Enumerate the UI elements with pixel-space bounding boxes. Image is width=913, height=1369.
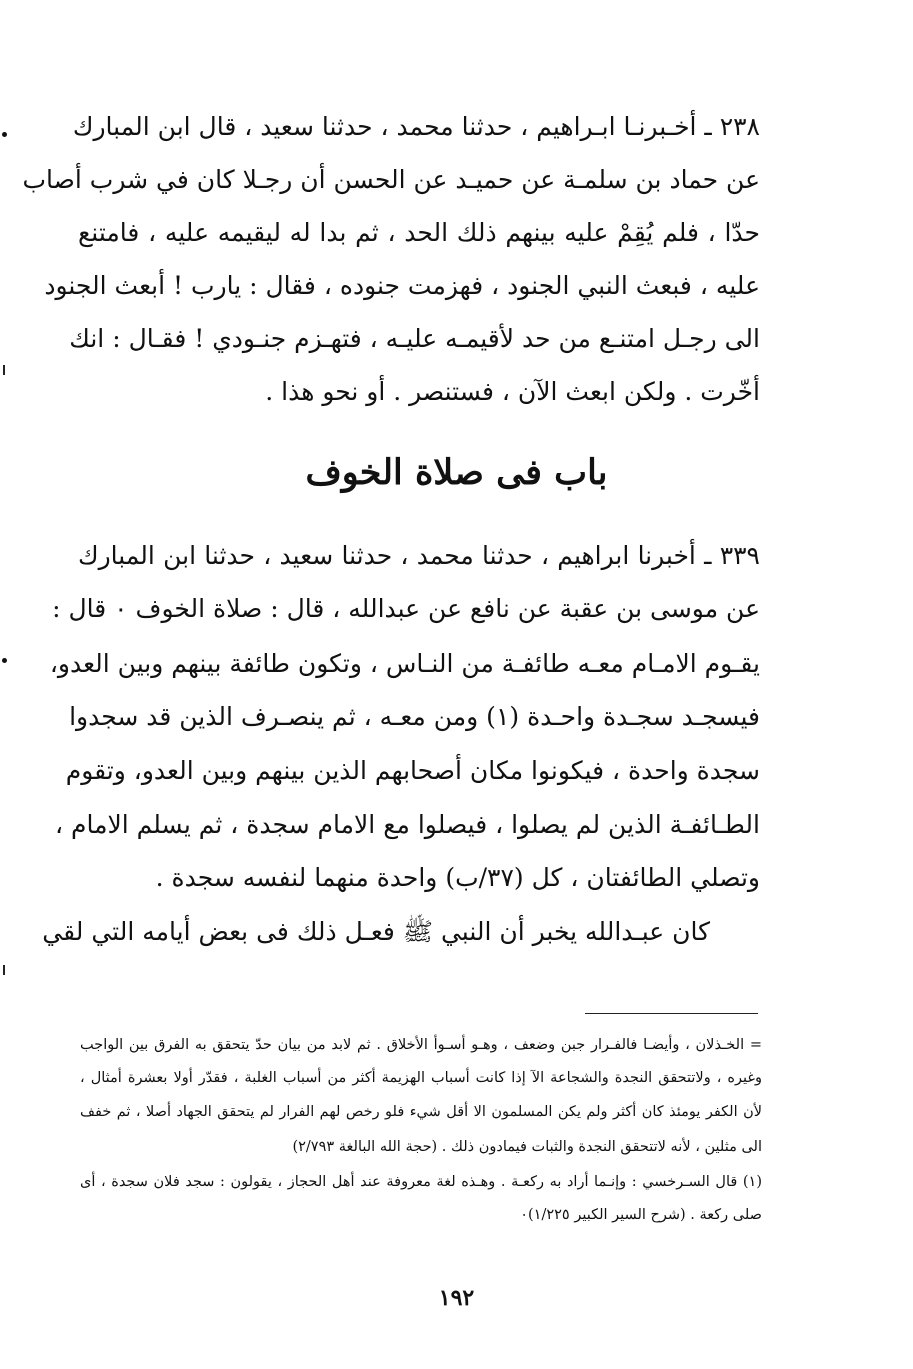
scan-mark	[3, 965, 5, 975]
text-line: ٣٣٩ ـ أخبرنا ابراهيم ، حدثنا محمد ، حدثنا سعيد ، حدثنا ابن المبارك	[78, 541, 760, 570]
footnote-line: صلى ركعة . (شرح السير الكبير ١/٢٢٥)٠	[520, 1207, 762, 1223]
text-line: حدّا ، فلم يُقِمْ عليه بينهم ذلك الحد ، ثم بدا له ليقيمه عليه ، فامتنع	[78, 218, 760, 247]
scan-mark	[2, 658, 7, 663]
text-line: عليه ، فبعث النبي الجنود ، فهزمت جنوده ، فقال : يارب ! أبعث الجنود	[44, 271, 760, 300]
text-line: الطـائفـة الذين لم يصلوا ، فيصلوا مع الامام سجدة ، ثم يسلم الامام ،	[54, 810, 760, 839]
text-line: وتصلي الطائفتان ، كل (٣٧/ب) واحدة منهما لنفسه سجدة .	[155, 863, 760, 892]
footnote-divider	[585, 1013, 758, 1014]
page-number: ١٩٢	[438, 1285, 475, 1311]
text-line: ٢٣٨ ـ أخـبرنـا ابـراهيم ، حدثنا محمد ، حدثنا سعيد ، قال ابن المبارك	[72, 112, 760, 141]
footnote-line: الى مثلين ، لأنه لاتتحقق النجدة والثبات فيمادون ذلك . (حجة الله البالغة ٢/٧٩٣)	[292, 1139, 762, 1155]
footnote-line: = الخـذلان ، وأيضـا فالفـرار جبن وضعف ، وهـو أسـوأ الأخلاق . ثم لابد من بيان حدّ يتحقق به الفرق بين الواجب	[80, 1037, 762, 1053]
footnote-line: وغيره ، ولاتتحقق النجدة والشجاعة الآ إذا كانت أسباب الهزيمة أكثر من أسباب الغلبة ، فقدّر أولا بعشرة أمثال ،	[80, 1070, 762, 1086]
text-line: يقـوم الامـام معـه طائفـة من النـاس ، وتكون طائفة بينهم وبين العدو،	[49, 649, 760, 678]
text-line: عن موسى بن عقبة عن نافع عن عبدالله ، قال : صلاة الخوف ٠ قال :	[52, 594, 760, 623]
scan-mark	[3, 365, 5, 375]
scan-mark	[2, 132, 7, 137]
text-line: سجدة واحدة ، فيكونوا مكان أصحابهم الذين بينهم وبين العدو، وتقوم	[65, 756, 760, 785]
chapter-heading: باب فى صلاة الخوف	[305, 452, 608, 493]
text-line: أخّرت . ولكن ابعث الآن ، فستنصر . أو نحو هذا .	[265, 377, 760, 406]
footnote-line: (١) قال السـرخسي : وإنـما أراد به ركعـة . وهـذه لغة معروفة عند أهل الحجاز ، يقولون : سجد فلان سجدة ، أى	[80, 1174, 762, 1190]
footnote-line: لأن الكفر يومئذ كان أكثر ولم يكن المسلمون الا أقل شيء فلو رخص لهم الفرار لم يتحقق الجهاد أصلا ، ثم خفف	[80, 1104, 762, 1120]
text-line: كان عبـدالله يخبر أن النبي ﷺ فعـل ذلك فى بعض أيامه التي لقي	[42, 917, 710, 946]
text-line: عن حماد بن سلمـة عن حميـد عن الحسن أن رجـلا كان في شرب أصاب	[22, 165, 760, 194]
text-line: فيسجـد سجـدة واحـدة (١) ومن معـه ، ثم ينصـرف الذين قد سجدوا	[69, 702, 760, 731]
text-line: الى رجـل امتنـع من حد لأقيمـه عليـه ، فتهـزم جنـودي ! فقـال : انك	[69, 324, 760, 353]
